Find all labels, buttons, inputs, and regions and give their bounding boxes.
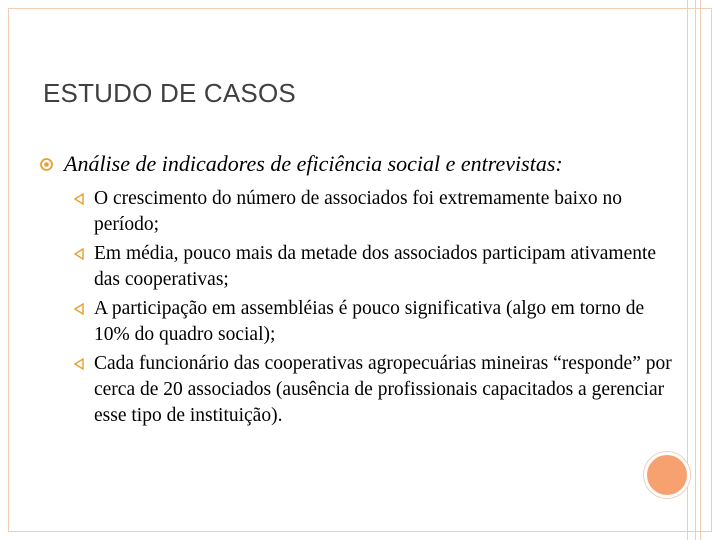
slide-title: ESTUDO DE CASOS: [43, 78, 296, 108]
sub-bullet-text: Em média, pouco mais da metade dos associados participam ativamente das cooperativas;: [94, 243, 657, 290]
decor-line: [695, 0, 696, 540]
sub-bullet: [40, 296, 680, 348]
decor-line: [687, 0, 688, 540]
triangle-bullet-icon: [74, 193, 88, 205]
sub-bullet: [40, 186, 680, 238]
sub-bullet-text: A participação em assembléias é pouco significativa (algo em torno de 10% do quadro social);: [94, 298, 645, 345]
sub-bullet-text: Cada funcionário das cooperativas agropecuárias mineiras “responde” por cerca de 20 associados (ausência de profissionais capacitados a gerenciar esse tipo de instituição).: [94, 353, 672, 426]
sub-bullet: [40, 241, 680, 293]
triangle-bullet-icon: [74, 248, 88, 260]
sub-bullet: [40, 351, 680, 429]
decor-line: [700, 0, 701, 540]
triangle-bullet-icon: [74, 358, 88, 370]
slide-content: [40, 150, 680, 429]
decor-circle: [644, 452, 690, 498]
main-bullet-text: Análise de indicadores de eficiência social e entrevistas:: [64, 151, 563, 176]
main-bullet: [40, 150, 680, 178]
sub-bullet-text: O crescimento do número de associados foi extremamente baixo no período;: [94, 188, 622, 235]
bullet-icon: [40, 158, 53, 171]
triangle-bullet-icon: [74, 303, 88, 315]
